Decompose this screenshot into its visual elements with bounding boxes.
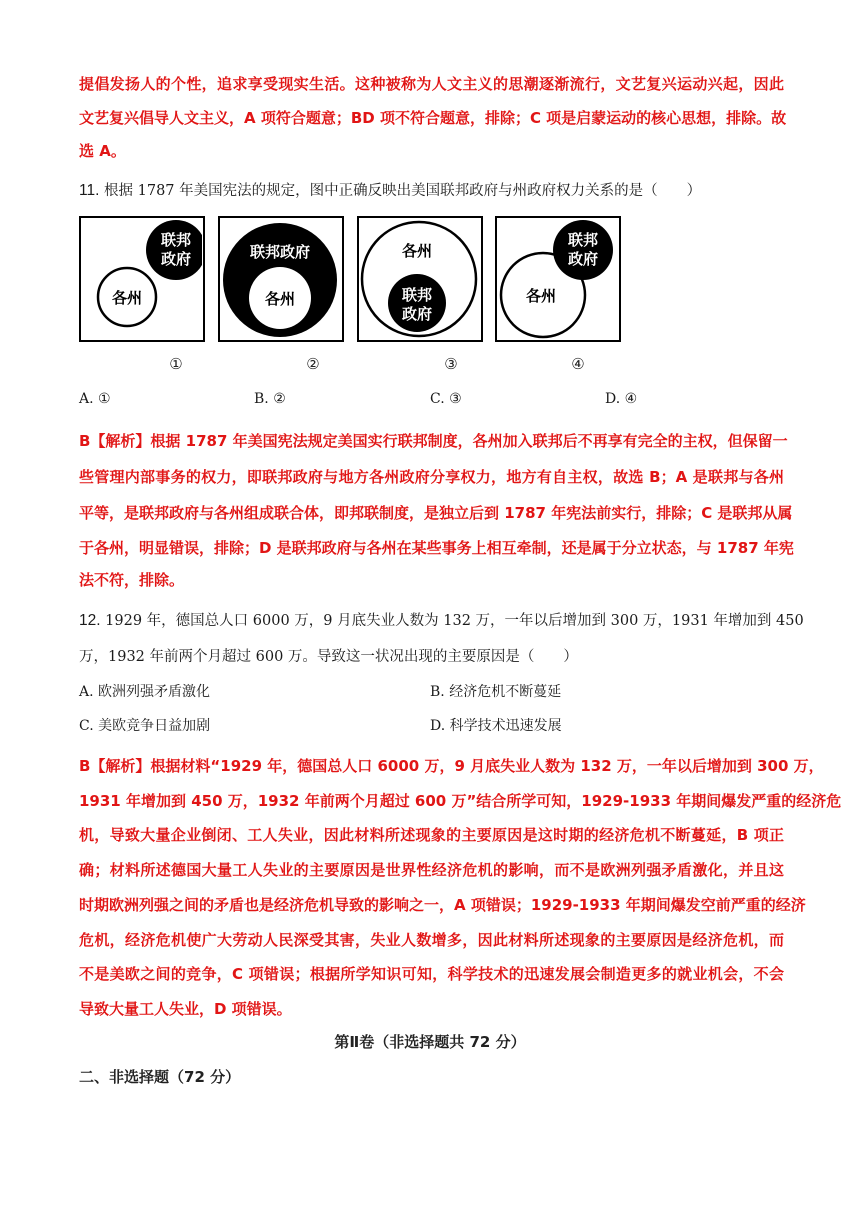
federal-label-line1: 联邦 — [567, 231, 599, 249]
states-label: 各州 — [525, 287, 557, 305]
explanation-line: 些管理内部事务的权力，即联邦政府与地方各州政府分享权力，地方有自主权，故选 B；A 是联邦与各州 — [79, 468, 784, 486]
option-b: B. ② — [254, 391, 286, 407]
federal-label-line2: 政府 — [401, 305, 433, 323]
question-number: 12. — [79, 612, 101, 629]
explanation-line: 1931 年增加到 450 万，1932 年前两个月超过 600 万”结合所学可知，1929-1933 年期间爆发严重的经济危 — [79, 792, 842, 810]
diagram-3 — [357, 216, 483, 342]
federal-label: 联邦政府 — [249, 243, 311, 261]
diagram-number: ③ — [444, 355, 458, 373]
question-12-stem — [79, 611, 804, 631]
explanation-line: 平等，是联邦政府与各州组成联合体，即邦联制度，是独立后到 1787 年宪法前实行，排除；C 是联邦从属 — [79, 504, 793, 522]
explanation-line: 于各州，明显错误，排除；D 是联邦政府与各州在某些事务上相互牵制，还是属于分立状态，与 1787 年宪 — [79, 539, 794, 557]
diagram-number: ② — [306, 355, 320, 373]
diagram-number: ① — [169, 355, 183, 373]
option-a: A. ① — [79, 391, 111, 407]
explanation-line: 文艺复兴倡导人文主义，A 项符合题意；BD 项不符合题意，排除；C 项是启蒙运动的核心思想，排除。故 — [79, 109, 787, 127]
option-b: B. 经济危机不断蔓延 — [430, 684, 562, 700]
states-label: 各州 — [111, 289, 143, 307]
option-d: D. 科学技术迅速发展 — [430, 718, 562, 734]
federal-label-line2: 政府 — [567, 250, 599, 268]
federal-label-line2: 政府 — [160, 250, 192, 268]
part-title: 二、非选择题（72 分） — [79, 1068, 241, 1086]
states-label: 各州 — [264, 290, 296, 308]
question-number: 11. — [79, 182, 100, 199]
explanation-line: 确；材料所述德国大量工人失业的主要原因是世界性经济危机的影响，而不是欧洲列强矛盾激化，并且这 — [79, 861, 784, 879]
explanation-line: 选 A。 — [79, 142, 126, 160]
option-a: A. 欧洲列强矛盾激化 — [79, 684, 211, 700]
section-title: 第Ⅱ卷（非选择题共 72 分） — [334, 1033, 526, 1051]
states-label: 各州 — [401, 242, 433, 260]
explanation-line: 导致大量工人失业，D 项错误。 — [79, 1000, 292, 1018]
explanation-line: 不是美欧之间的竞争，C 项错误；根据所学知识可知，科学技术的迅速发展会制造更多的就业机会，不会 — [79, 965, 784, 983]
diagram-number: ④ — [571, 355, 585, 373]
explanation-line: 时期欧洲列强之间的矛盾也是经济危机导致的影响之一，A 项错误；1929-1933 年期间爆发空前严重的经济 — [79, 896, 806, 914]
explanation-line: 提倡发扬人的个性，追求享受现实生活。这种被称为人文主义的思潮逐渐流行，文艺复兴运动兴起，因此 — [79, 75, 784, 93]
explanation-line: 危机，经济危机使广大劳动人民深受其害，失业人数增多，因此材料所述现象的主要原因是经济危机，而 — [79, 931, 784, 949]
question-12-stem-line2: 万，1932 年前两个月超过 600 万。导致这一状况出现的主要原因是（ ） — [79, 649, 578, 665]
explanation-line: B【解析】根据 1787 年美国宪法规定美国实行联邦制度，各州加入联邦后不再享有完全的主权，但保留一 — [79, 432, 788, 450]
federal-label-line1: 联邦 — [160, 231, 192, 249]
question-text: 根据 1787 年美国宪法的规定，图中正确反映出美国联邦政府与州政府权力关系的是（ ） — [104, 183, 702, 199]
explanation-line: 法不符，排除。 — [79, 571, 185, 589]
diagram-4 — [495, 216, 621, 342]
diagram-1 — [79, 216, 205, 342]
question-text: 1929 年，德国总人口 6000 万，9 月底失业人数为 132 万，一年以后增加到 300 万，1931 年增加到 450 — [105, 613, 804, 629]
federal-label-line1: 联邦 — [401, 286, 433, 304]
diagram-2 — [218, 216, 344, 342]
option-c: C. ③ — [430, 391, 462, 407]
option-d: D. ④ — [605, 391, 638, 407]
option-c: C. 美欧竞争日益加剧 — [79, 718, 211, 734]
explanation-line: B【解析】根据材料“1929 年，德国总人口 6000 万，9 月底失业人数为 132 万，一年以后增加到 300 万， — [79, 757, 824, 775]
explanation-line: 机，导致大量企业倒闭、工人失业，因此材料所述现象的主要原因是这时期的经济危机不断蔓延，B 项正 — [79, 826, 784, 844]
question-11-stem — [79, 181, 784, 201]
